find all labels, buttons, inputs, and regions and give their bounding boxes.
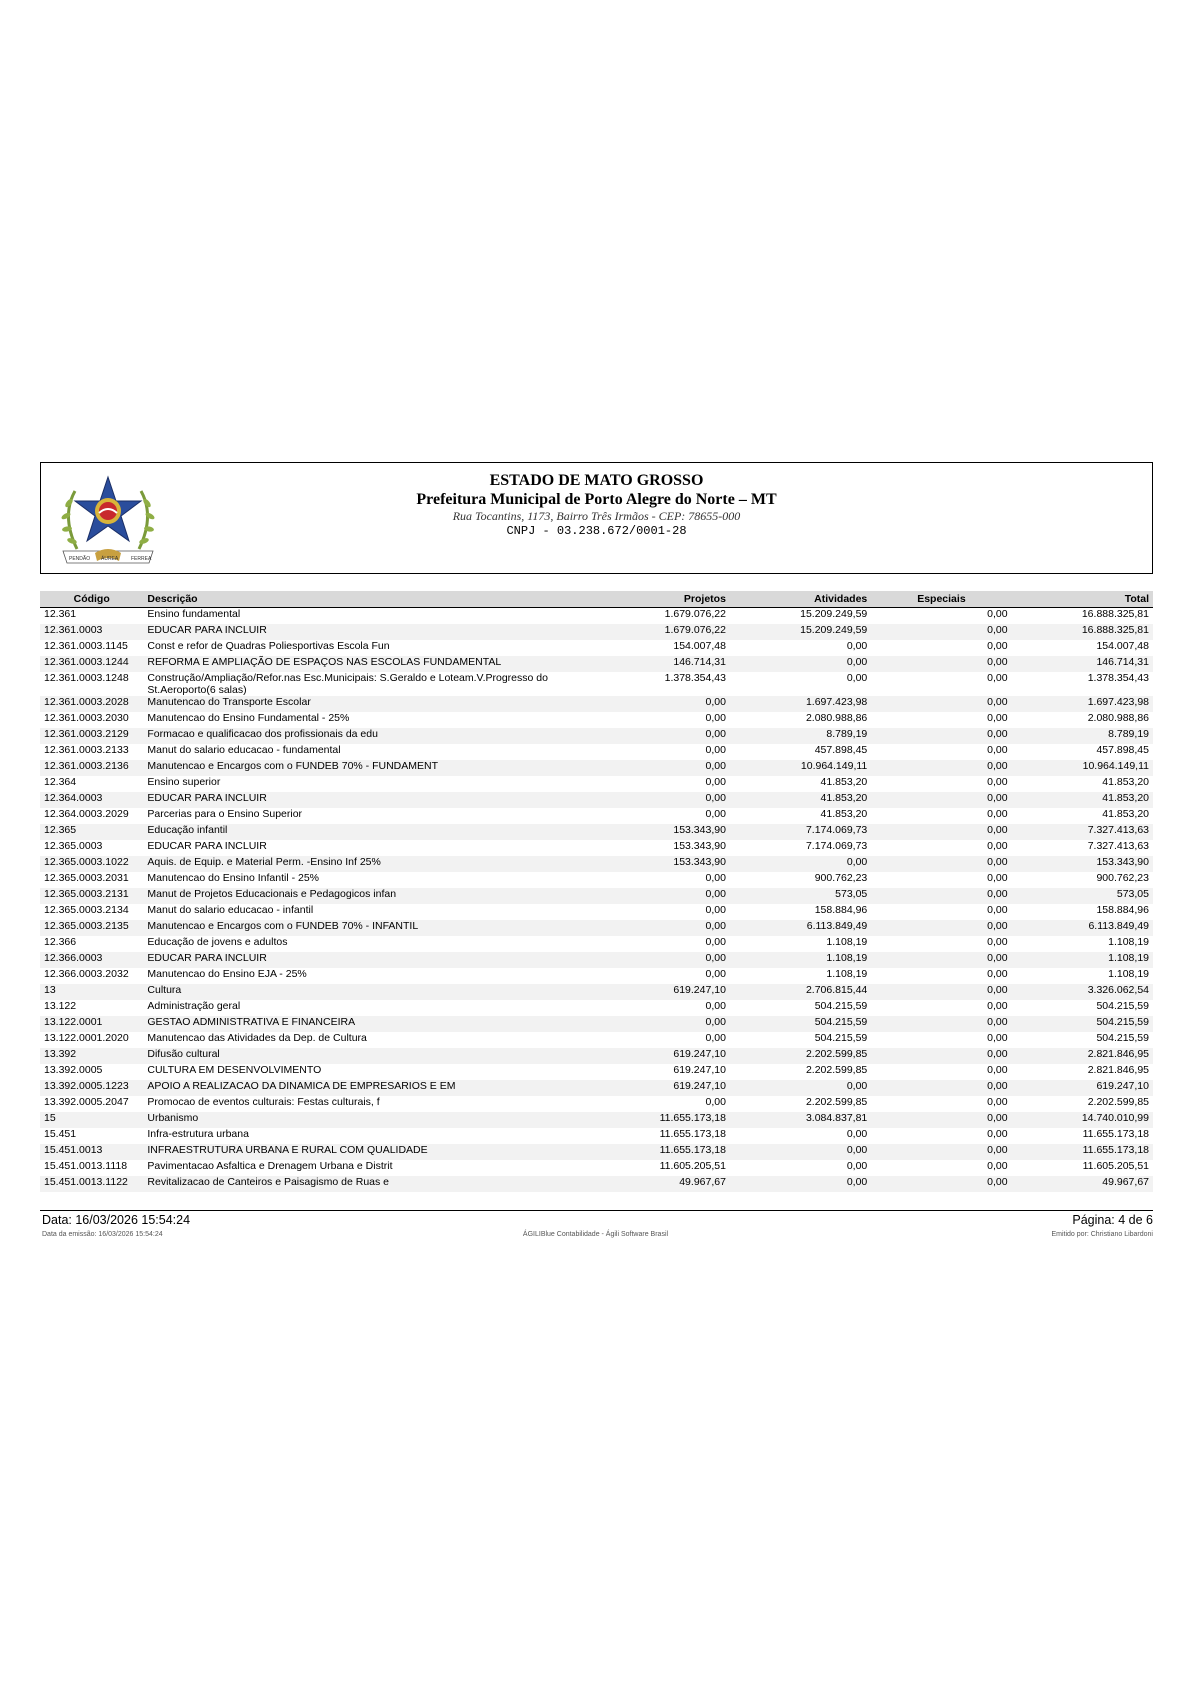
- cell-atividades: 41.853,20: [820, 808, 868, 820]
- table-row: [40, 1080, 1153, 1096]
- cell-codigo: 12.366.0003: [44, 952, 103, 964]
- cell-descricao: Infra-estrutura urbana: [147, 1128, 249, 1140]
- cell-total: 7.327.413,63: [1087, 824, 1149, 836]
- cell-total: 16.888.325,81: [1081, 608, 1149, 620]
- table-row: [40, 936, 1153, 952]
- cell-projetos: 11.605.205,51: [659, 1160, 726, 1172]
- cell-projetos: 1.679.076,22: [664, 608, 726, 620]
- cell-especiais: 0,00: [987, 1144, 1008, 1156]
- cell-total: 504.215,59: [1096, 1032, 1149, 1044]
- cell-descricao: Ensino superior: [147, 776, 221, 788]
- cell-codigo: 15.451: [44, 1128, 77, 1140]
- cell-descricao: Manutencao do Ensino EJA - 25%: [147, 968, 307, 980]
- table-row: [40, 968, 1153, 984]
- cell-descricao: Manutencao do Ensino Infantil - 25%: [147, 872, 319, 884]
- table-row: [40, 1096, 1153, 1112]
- table-row: [40, 1000, 1153, 1016]
- footer-divider: [40, 1210, 1153, 1211]
- cell-especiais: 0,00: [987, 1032, 1008, 1044]
- cell-especiais: 0,00: [987, 936, 1008, 948]
- cell-descricao: INFRAESTRUTURA URBANA E RURAL COM QUALIDADE: [147, 1144, 428, 1156]
- cell-descricao: Educação de jovens e adultos: [147, 936, 288, 948]
- table-row: [40, 904, 1153, 920]
- cell-atividades: 3.084.837,81: [805, 1112, 868, 1124]
- cell-especiais: 0,00: [987, 624, 1008, 636]
- cell-projetos: 619.247,10: [673, 1080, 726, 1092]
- cell-especiais: 0,00: [987, 904, 1008, 916]
- cell-especiais: 0,00: [987, 792, 1008, 804]
- cell-descricao: REFORMA E AMPLIAÇÃO DE ESPAÇOS NAS ESCOLAS FUNDAMENTAL: [147, 656, 502, 668]
- cell-atividades: 2.202.599,85: [805, 1096, 868, 1108]
- cell-descricao: Manutencao e Encargos com o FUNDEB 70% - INFANTIL: [147, 920, 419, 932]
- cell-descricao: EDUCAR PARA INCLUIR: [147, 624, 267, 636]
- cell-codigo: 12.365.0003.2131: [44, 888, 129, 900]
- cell-codigo: 12.366: [44, 936, 77, 948]
- cell-especiais: 0,00: [987, 824, 1008, 836]
- cell-especiais: 0,00: [987, 712, 1008, 724]
- table-row: [40, 624, 1153, 640]
- cell-codigo: 12.361.0003.1244: [44, 656, 129, 668]
- cell-atividades: 7.174.069,73: [805, 824, 868, 836]
- cell-codigo: 12.365: [44, 824, 77, 836]
- table-row: [40, 872, 1153, 888]
- cell-descricao: Formacao e qualificacao dos profissionais da edu: [147, 728, 378, 740]
- cell-total: 1.378.354,43: [1087, 672, 1149, 684]
- cell-projetos: 0,00: [705, 1032, 726, 1044]
- cell-descricao: Manut de Projetos Educacionais e Pedagogicos infan: [147, 888, 397, 900]
- cell-atividades: 1.108,19: [826, 968, 868, 980]
- table-row: [40, 672, 1153, 696]
- cell-descricao: Urbanismo: [147, 1112, 199, 1124]
- cell-total: 900.762,23: [1096, 872, 1149, 884]
- cell-especiais: 0,00: [987, 608, 1008, 620]
- cell-codigo: 12.361.0003: [44, 624, 103, 636]
- cell-total: 1.697.423,98: [1087, 696, 1149, 708]
- table-row: [40, 728, 1153, 744]
- table-row: [40, 760, 1153, 776]
- cell-projetos: 1.378.354,43: [664, 672, 726, 684]
- cell-codigo: 12.361.0003.1248: [44, 672, 129, 684]
- table-header-row: [40, 591, 1153, 608]
- cell-atividades: 1.108,19: [826, 936, 868, 948]
- cell-codigo: 13.122.0001: [44, 1016, 103, 1028]
- table-row: [40, 984, 1153, 1000]
- cell-total: 1.108,19: [1108, 936, 1149, 948]
- cell-especiais: 0,00: [987, 1128, 1008, 1140]
- cell-projetos: 0,00: [705, 696, 726, 708]
- cell-codigo: 12.364.0003: [44, 792, 103, 804]
- cell-descricao: Const e refor de Quadras Poliesportivas Escola Fun: [147, 640, 390, 652]
- cell-total: 11.605.205,51: [1082, 1160, 1149, 1172]
- cell-atividades: 2.202.599,85: [805, 1064, 868, 1076]
- cell-projetos: 153.343,90: [673, 824, 726, 836]
- cell-especiais: 0,00: [987, 1112, 1008, 1124]
- cell-codigo: 15.451.0013.1118: [44, 1160, 128, 1172]
- cell-total: 457.898,45: [1096, 744, 1149, 756]
- cell-especiais: 0,00: [987, 888, 1008, 900]
- cell-especiais: 0,00: [987, 744, 1008, 756]
- cell-atividades: 10.964.149,11: [800, 760, 868, 772]
- table-row: [40, 952, 1153, 968]
- cell-atividades: 0,00: [846, 672, 868, 684]
- cell-projetos: 0,00: [705, 1096, 726, 1108]
- cell-atividades: 41.853,20: [820, 776, 868, 788]
- svg-text:FERREA: FERREA: [131, 556, 152, 562]
- cell-especiais: 0,00: [987, 1176, 1008, 1188]
- cell-total: 154.007,48: [1096, 640, 1149, 652]
- cell-codigo: 12.365.0003.1022: [44, 856, 129, 868]
- address: Rua Tocantins, 1173, Bairro Três Irmãos - CEP: 78655-000: [452, 509, 741, 523]
- cell-atividades: 0,00: [846, 1080, 868, 1092]
- cell-descricao: Promocao de eventos culturais: Festas culturais, f: [147, 1096, 380, 1108]
- table-row: [40, 1144, 1153, 1160]
- cell-atividades: 0,00: [846, 1144, 868, 1156]
- cell-especiais: 0,00: [987, 672, 1008, 684]
- cell-especiais: 0,00: [987, 872, 1008, 884]
- cell-total: 2.821.846,95: [1087, 1048, 1149, 1060]
- cell-especiais: 0,00: [987, 776, 1008, 788]
- cell-total: 619.247,10: [1096, 1080, 1149, 1092]
- cell-codigo: 12.361.0003.2129: [44, 728, 129, 740]
- cell-atividades: 0,00: [846, 656, 868, 668]
- cell-projetos: 619.247,10: [673, 1048, 726, 1060]
- cell-atividades: 504.215,59: [814, 1016, 868, 1028]
- cell-especiais: 0,00: [987, 1064, 1008, 1076]
- cell-projetos: 0,00: [705, 760, 726, 772]
- cell-codigo: 12.365.0003.2031: [44, 872, 129, 884]
- cell-codigo: 15.451.0013: [44, 1144, 103, 1156]
- cell-total: 41.853,20: [1102, 776, 1149, 788]
- cell-projetos: 11.655.173,18: [659, 1112, 726, 1124]
- cell-atividades: 1.697.423,98: [805, 696, 868, 708]
- cell-atividades: 158.884,96: [814, 904, 868, 916]
- table-row: [40, 712, 1153, 728]
- table-row: [40, 1176, 1153, 1192]
- cell-projetos: 49.967,67: [679, 1176, 726, 1188]
- cell-descricao: Aquis. de Equip. e Material Perm. -Ensino Inf 25%: [147, 856, 381, 868]
- table-row: [40, 1112, 1153, 1128]
- cell-total: 146.714,31: [1096, 656, 1149, 668]
- cell-especiais: 0,00: [987, 1080, 1008, 1092]
- cell-total: 49.967,67: [1102, 1176, 1149, 1188]
- cell-especiais: 0,00: [987, 640, 1008, 652]
- cell-codigo: 12.361.0003.2133: [44, 744, 129, 756]
- cell-total: 504.215,59: [1096, 1016, 1149, 1028]
- table-row: [40, 856, 1153, 872]
- cell-descricao: Manutencao do Transporte Escolar: [147, 696, 311, 708]
- cell-atividades: 0,00: [846, 640, 868, 652]
- cell-codigo: 12.361.0003.1145: [44, 640, 128, 652]
- cell-especiais: 0,00: [987, 808, 1008, 820]
- cell-projetos: 153.343,90: [673, 840, 726, 852]
- cell-total: 11.655.173,18: [1082, 1144, 1149, 1156]
- cell-codigo: 12.361: [44, 608, 77, 620]
- cell-codigo: 12.361.0003.2028: [44, 696, 129, 708]
- cell-especiais: 0,00: [987, 1000, 1008, 1012]
- cell-codigo: 12.361.0003.2030: [44, 712, 129, 724]
- cell-projetos: 0,00: [705, 792, 726, 804]
- cell-especiais: 0,00: [987, 840, 1008, 852]
- cell-projetos: 0,00: [705, 1016, 726, 1028]
- cell-codigo: 13.392.0005.2047: [44, 1096, 129, 1108]
- cell-descricao: Educação infantil: [147, 824, 228, 836]
- column-header-descricao: Descrição: [143, 591, 604, 608]
- cell-atividades: 0,00: [846, 1176, 868, 1188]
- cell-codigo: 13.122: [44, 1000, 77, 1012]
- cell-atividades: 900.762,23: [814, 872, 868, 884]
- cell-codigo: 13.392.0005: [44, 1064, 103, 1076]
- cell-descricao: Manut do salario educacao - fundamental: [147, 744, 341, 756]
- cell-total: 6.113.849,49: [1088, 920, 1149, 932]
- cell-atividades: 41.853,20: [820, 792, 868, 804]
- cell-atividades: 457.898,45: [814, 744, 868, 756]
- cell-atividades: 6.113.849,49: [806, 920, 868, 932]
- cell-total: 8.789,19: [1108, 728, 1149, 740]
- table-row: [40, 656, 1153, 672]
- cell-descricao: Administração geral: [147, 1000, 241, 1012]
- cell-codigo: 15: [44, 1112, 56, 1124]
- column-header-projetos: Projetos: [605, 591, 730, 608]
- cell-projetos: 11.655.173,18: [659, 1144, 726, 1156]
- cell-descricao: Ensino fundamental: [147, 608, 241, 620]
- table-row: [40, 744, 1153, 760]
- table-row: [40, 1160, 1153, 1176]
- cell-especiais: 0,00: [987, 1096, 1008, 1108]
- cell-descricao: Revitalizacao de Canteiros e Paisagismo de Ruas e: [147, 1176, 390, 1188]
- cell-projetos: 0,00: [705, 920, 726, 932]
- cell-projetos: 0,00: [705, 904, 726, 916]
- report-header: [40, 462, 1153, 574]
- cell-codigo: 13: [44, 984, 56, 996]
- column-header-total: Total: [1012, 591, 1153, 608]
- cell-codigo: 13.392.0005.1223: [44, 1080, 129, 1092]
- cell-projetos: 0,00: [705, 968, 726, 980]
- prefecture-name: Prefeitura Municipal de Porto Alegre do Norte – MT: [416, 491, 777, 508]
- table-row: [40, 1016, 1153, 1032]
- column-header-especiais: Especiais: [871, 591, 1011, 608]
- cell-total: 2.202.599,85: [1087, 1096, 1149, 1108]
- cell-total: 14.740.010,99: [1081, 1112, 1149, 1124]
- cell-especiais: 0,00: [987, 1048, 1008, 1060]
- cell-projetos: 0,00: [705, 1000, 726, 1012]
- software-credit: ÁGILIBlue Contabilidade - Ágili Software Brasil: [522, 1231, 669, 1238]
- table-row: [40, 888, 1153, 904]
- cell-atividades: 0,00: [846, 856, 868, 868]
- cell-descricao: Cultura: [147, 984, 182, 996]
- cell-total: 16.888.325,81: [1081, 624, 1149, 636]
- cell-descricao: Manut do salario educacao - infantil: [147, 904, 314, 916]
- cell-descricao: CULTURA EM DESENVOLVIMENTO: [147, 1064, 322, 1076]
- cell-especiais: 0,00: [987, 856, 1008, 868]
- cell-atividades: 2.202.599,85: [805, 1048, 868, 1060]
- cell-total: 573,05: [1116, 888, 1149, 900]
- cell-atividades: 15.209.249,59: [800, 608, 868, 620]
- table-row: [40, 1128, 1153, 1144]
- cell-projetos: 154.007,48: [673, 640, 726, 652]
- cell-projetos: 0,00: [705, 808, 726, 820]
- table-row: [40, 608, 1153, 625]
- cell-codigo: 13.392: [44, 1048, 77, 1060]
- cell-especiais: 0,00: [987, 728, 1008, 740]
- cell-descricao: Difusão cultural: [147, 1048, 220, 1060]
- cnpj: CNPJ - 03.238.672/0001-28: [506, 524, 687, 538]
- cell-especiais: 0,00: [987, 656, 1008, 668]
- cell-total: 41.853,20: [1102, 808, 1149, 820]
- cell-descricao: EDUCAR PARA INCLUIR: [147, 952, 267, 964]
- cell-especiais: 0,00: [987, 1160, 1008, 1172]
- page-number: Página: 4 de 6: [1072, 1213, 1153, 1227]
- cell-descricao: GESTAO ADMINISTRATIVA E FINANCEIRA: [147, 1016, 356, 1028]
- table-row: [40, 824, 1153, 840]
- cell-total: 2.080.988,86: [1087, 712, 1149, 724]
- cell-total: 41.853,20: [1102, 792, 1149, 804]
- table-row: [40, 1048, 1153, 1064]
- cell-especiais: 0,00: [987, 920, 1008, 932]
- cell-codigo: 12.366.0003.2032: [44, 968, 129, 980]
- cell-atividades: 15.209.249,59: [800, 624, 868, 636]
- cell-descricao: EDUCAR PARA INCLUIR: [147, 840, 267, 852]
- cell-total: 158.884,96: [1096, 904, 1149, 916]
- cell-total: 504.215,59: [1096, 1000, 1149, 1012]
- column-header-codigo: Código: [40, 591, 143, 608]
- cell-atividades: 504.215,59: [814, 1000, 868, 1012]
- cell-descricao: Manutencao do Ensino Fundamental - 25%: [147, 712, 350, 724]
- cell-total: 2.821.846,95: [1087, 1064, 1149, 1076]
- cell-projetos: 0,00: [705, 936, 726, 948]
- cell-descricao: Manutencao e Encargos com o FUNDEB 70% - FUNDAMENT: [147, 760, 438, 772]
- table-row: [40, 840, 1153, 856]
- table-row: [40, 1032, 1153, 1048]
- cell-projetos: 146.714,31: [673, 656, 726, 668]
- cell-total: 3.326.062,54: [1087, 984, 1149, 996]
- expense-table: [40, 591, 1153, 1192]
- cell-especiais: 0,00: [987, 696, 1008, 708]
- cell-projetos: 0,00: [705, 712, 726, 724]
- cell-atividades: 2.706.815,44: [805, 984, 868, 996]
- cell-projetos: 619.247,10: [673, 1064, 726, 1076]
- cell-projetos: 11.655.173,18: [659, 1128, 726, 1140]
- svg-text:PENDÃO: PENDÃO: [69, 556, 91, 562]
- cell-atividades: 7.174.069,73: [805, 840, 868, 852]
- cell-descricao: APOIO A REALIZACAO DA DINAMICA DE EMPRESARIOS E EM: [147, 1080, 456, 1092]
- cell-atividades: 573,05: [835, 888, 868, 900]
- cell-projetos: 0,00: [705, 744, 726, 756]
- cell-especiais: 0,00: [987, 760, 1008, 772]
- cell-atividades: 8.789,19: [826, 728, 868, 740]
- emission-date: Data da emissão: 16/03/2026 15:54:24: [42, 1231, 163, 1238]
- svg-text:ÁUREA: ÁUREA: [101, 556, 119, 562]
- issued-by: Emitido por: Christiano Libardoni: [1051, 1231, 1153, 1238]
- cell-projetos: 153.343,90: [673, 856, 726, 868]
- cell-codigo: 12.365.0003.2135: [44, 920, 129, 932]
- cell-codigo: 12.361.0003.2136: [44, 760, 129, 772]
- cell-projetos: 0,00: [705, 888, 726, 900]
- cell-codigo: 12.365.0003: [44, 840, 103, 852]
- cell-codigo: 12.364.0003.2029: [44, 808, 129, 820]
- cell-codigo: 15.451.0013.1122: [44, 1176, 128, 1188]
- cell-atividades: 2.080.988,86: [805, 712, 868, 724]
- table-row: [40, 920, 1153, 936]
- cell-codigo: 12.364: [44, 776, 77, 788]
- cell-projetos: 0,00: [705, 952, 726, 964]
- cell-total: 153.343,90: [1096, 856, 1149, 868]
- table-row: [40, 776, 1153, 792]
- cell-projetos: 619.247,10: [673, 984, 726, 996]
- cell-projetos: 0,00: [705, 872, 726, 884]
- cell-codigo: 13.122.0001.2020: [44, 1032, 129, 1044]
- cell-atividades: 1.108,19: [826, 952, 868, 964]
- table-row: [40, 696, 1153, 712]
- footer-date: Data: 16/03/2026 15:54:24: [42, 1213, 191, 1227]
- cell-atividades: 0,00: [846, 1128, 868, 1140]
- cell-codigo: 12.365.0003.2134: [44, 904, 129, 916]
- cell-descricao: Pavimentacao Asfaltica e Drenagem Urbana e Distrit: [147, 1160, 393, 1172]
- cell-especiais: 0,00: [987, 984, 1008, 996]
- cell-total: 1.108,19: [1108, 952, 1149, 964]
- cell-projetos: 1.679.076,22: [664, 624, 726, 636]
- table-row: [40, 640, 1153, 656]
- cell-especiais: 0,00: [987, 952, 1008, 964]
- column-header-atividades: Atividades: [730, 591, 871, 608]
- cell-projetos: 0,00: [705, 776, 726, 788]
- cell-descricao: Construção/Ampliação/Refor.nas Esc.Municipais: S.Geraldo e Loteam.V.Progresso do St.Aeroporto(6 salas): [147, 672, 548, 696]
- cell-descricao: EDUCAR PARA INCLUIR: [147, 792, 267, 804]
- cell-especiais: 0,00: [987, 1016, 1008, 1028]
- cell-descricao: Manutencao das Atividades da Dep. de Cultura: [147, 1032, 367, 1044]
- cell-projetos: 0,00: [705, 728, 726, 740]
- cell-total: 10.964.149,11: [1082, 760, 1149, 772]
- cell-especiais: 0,00: [987, 968, 1008, 980]
- state-title: ESTADO DE MATO GROSSO: [489, 472, 704, 489]
- cell-descricao: Parcerias para o Ensino Superior: [147, 808, 303, 820]
- cell-total: 1.108,19: [1108, 968, 1149, 980]
- cell-total: 11.655.173,18: [1082, 1128, 1149, 1140]
- cell-atividades: 0,00: [846, 1160, 868, 1172]
- cell-total: 7.327.413,63: [1087, 840, 1149, 852]
- table-row: [40, 808, 1153, 824]
- table-row: [40, 1064, 1153, 1080]
- cell-atividades: 504.215,59: [814, 1032, 868, 1044]
- table-row: [40, 792, 1153, 808]
